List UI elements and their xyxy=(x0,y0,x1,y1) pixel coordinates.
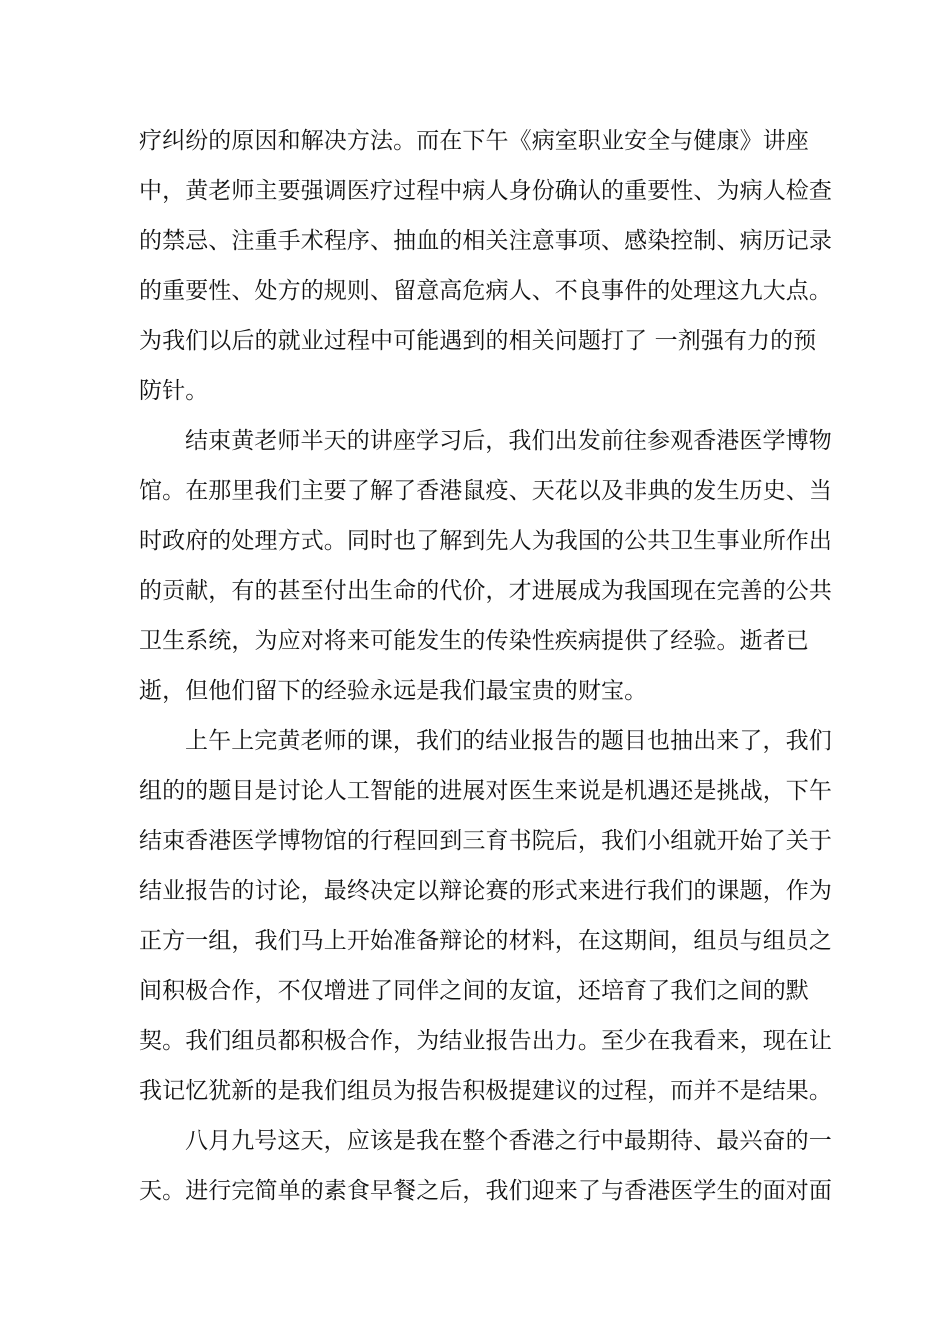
text-line: 的禁忌、注重手术程序、抽血的相关注意事项、感染控制、病历记录 xyxy=(139,228,832,254)
text-line: 正方一组，我们马上开始准备辩论的材料，在这期间，组员与组员之 xyxy=(139,928,832,954)
text-line: 时政府的处理方式。同时也了解到先人为我国的公共卫生事业所作出 xyxy=(139,528,832,554)
paragraph-first-line: 上午上完黄老师的课，我们的结业报告的题目也抽出来了，我们 xyxy=(185,728,832,754)
text-line: 间积极合作，不仅增进了同伴之间的友谊，还培育了我们之间的默 xyxy=(139,978,809,1004)
text-line: 疗纠纷的原因和解决方法。而在下午《病室职业安全与健康》讲座 xyxy=(139,128,809,154)
text-line: 组的的题目是讨论人工智能的进展对医生来说是机遇还是挑战，下午 xyxy=(139,778,832,804)
paragraph-first-line: 八月九号这天，应该是我在整个香港之行中最期待、最兴奋的一 xyxy=(185,1128,832,1154)
text-line: 的贡献，有的甚至付出生命的代价，才进展成为我国现在完善的公共 xyxy=(139,578,832,604)
text-line: 结业报告的讨论，最终决定以辩论赛的形式来进行我们的课题，作为 xyxy=(139,878,832,904)
text-line: 逝，但他们留下的经验永远是我们最宝贵的财宝。 xyxy=(139,678,648,704)
text-line: 馆。在那里我们主要了解了香港鼠疫、天花以及非典的发生历史、当 xyxy=(139,478,832,504)
text-line: 天。进行完简单的素食早餐之后，我们迎来了与香港医学生的面对面 xyxy=(139,1178,832,1204)
text-line: 为我们以后的就业过程中可能遇到的相关问题打了 一剂强有力的预 xyxy=(139,328,817,354)
text-line: 防针。 xyxy=(139,378,209,404)
text-line: 契。我们组员都积极合作，为结业报告出力。至少在我看来，现在让 xyxy=(139,1028,832,1054)
text-line: 卫生系统，为应对将来可能发生的传染性疾病提供了经验。逝者已 xyxy=(139,628,809,654)
text-line: 我记忆犹新的是我们组员为报告积极提建议的过程，而并不是结果。 xyxy=(139,1078,832,1104)
paragraph-first-line: 结束黄老师半天的讲座学习后，我们出发前往参观香港医学博物 xyxy=(185,428,832,454)
text-line: 中，黄老师主要强调医疗过程中病人身份确认的重要性、为病人检查 xyxy=(139,178,832,204)
text-line: 结束香港医学博物馆的行程回到三育书院后，我们小组就开始了关于 xyxy=(139,828,832,854)
text-line: 的重要性、处方的规则、留意高危病人、不良事件的处理这九大点。 xyxy=(139,278,832,304)
